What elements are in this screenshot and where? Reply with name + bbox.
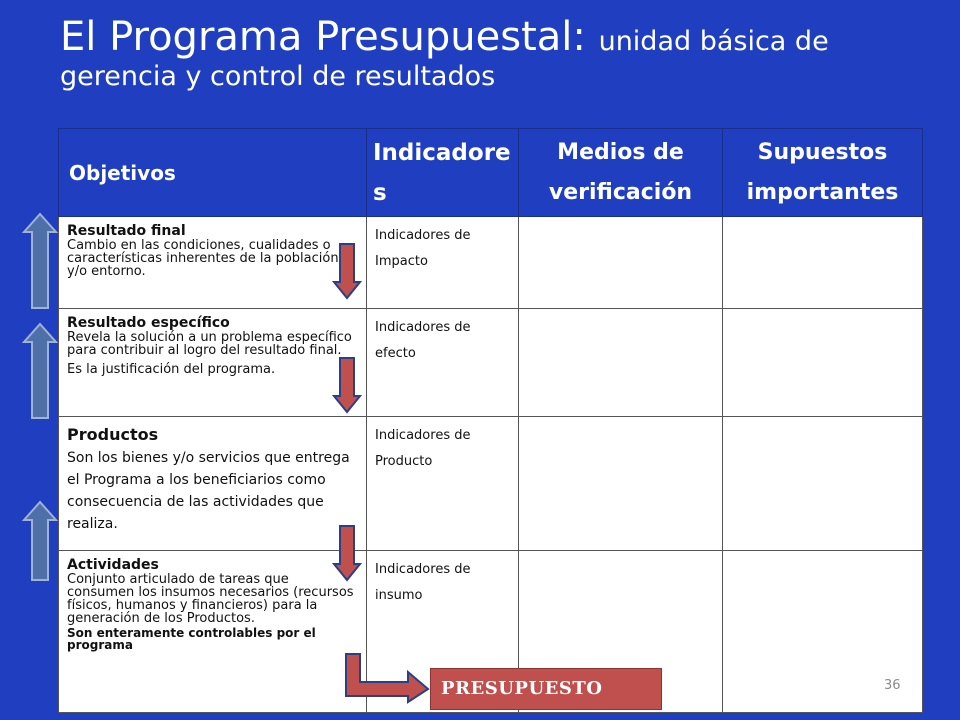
header-objetivos: Objetivos [59,129,367,217]
row-note: Es la justificación del programa. [67,362,276,377]
objective-cell [59,417,367,551]
indicator-cell: Indicadores de efecto [367,309,519,417]
down-arrow-icon [332,242,362,300]
row-title: Actividades [67,557,159,573]
row-title: Resultado final [67,223,186,239]
row-description: Revela la solución a un problema específico para contribuir al logro del resultado final. [67,330,352,358]
objective-cell [59,217,367,309]
row-description: Son los bienes y/o servicios que entrega el Programa a los beneficiarios como consecuencia de las actividades que realiza. [67,450,350,532]
table-row [59,417,923,551]
header-supuestos-importantes: Supuestos importantes [723,129,923,217]
logical-framework-table [58,128,923,713]
row-title: Productos [67,425,159,444]
table-row [59,309,923,417]
table-header-row [59,129,923,217]
header-medios-verificacion: Medios de verificación [519,129,723,217]
slide-title-subtitle: unidad básica de gerencia y control de resultados [60,26,829,93]
row-description: Cambio en las condiciones, cualidades o características inherentes de la población y/o entorno. [67,238,339,279]
down-arrow-icon [332,524,362,582]
verification-cell [519,309,723,417]
indicator-cell: Indicadores de insumo [367,551,519,713]
objective-cell [59,551,367,713]
slide-title [60,14,940,93]
presupuesto-box: PRESUPUESTO [430,668,662,710]
verification-cell [519,217,723,309]
page-number: 36 [884,678,901,693]
header-indicadores: Indicadores [367,129,519,217]
indicator-cell: Indicadores de Impacto [367,217,519,309]
up-arrow-icon [22,212,58,310]
up-arrow-icon [22,322,58,420]
verification-cell [519,417,723,551]
assumptions-cell [723,309,923,417]
slide-title-main: El Programa Presupuestal: [60,14,599,60]
assumptions-cell [723,217,923,309]
up-arrow-icon [22,500,58,582]
assumptions-cell [723,417,923,551]
down-arrow-icon [332,356,362,414]
objective-cell [59,309,367,417]
row-title: Resultado específico [67,315,230,331]
row-description: Conjunto articulado de tareas que consumen los insumos necesarios (recursos físicos, humanos y financieros) para la generación de los Productos. [67,572,354,626]
indicator-cell: Indicadores de Producto [367,417,519,551]
elbow-arrow-icon [342,652,432,704]
table-row [59,217,923,309]
row-bold-note: Son enteramente controlables por el programa [67,626,316,652]
